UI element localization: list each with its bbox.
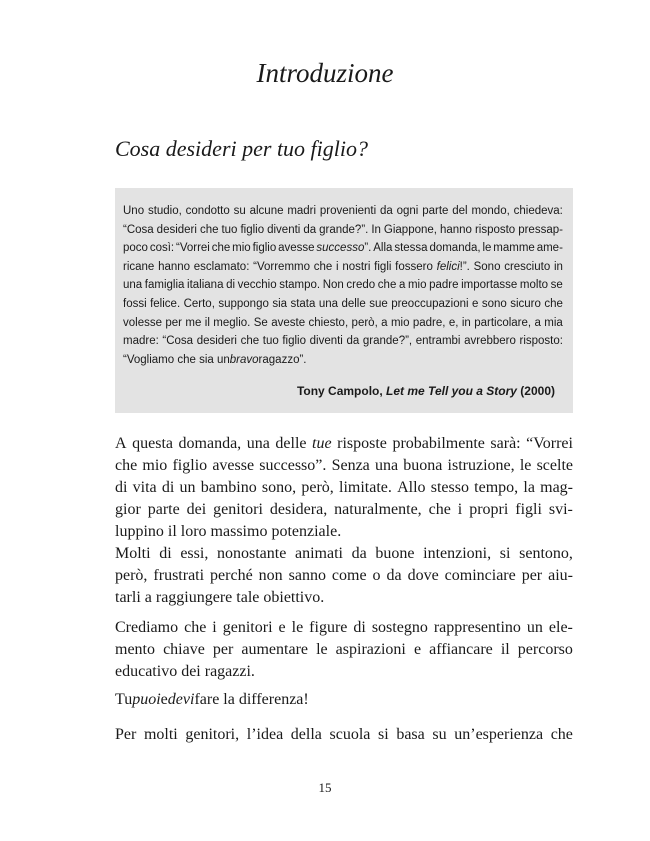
text-line: A questa domanda, una delle tue risposte probabilmente sarà: “Vorrei	[115, 435, 573, 452]
text-line: gior parte dei genitori desidera, naturalmente, che i propri figli svi-	[115, 501, 573, 518]
attribution-year: (2000)	[516, 384, 555, 398]
attribution-author: Tony Campolo,	[296, 384, 387, 398]
quote-attribution	[297, 384, 555, 398]
section-title: Cosa desideri per tuo figlio?	[115, 136, 368, 161]
text-line: fossi felice. Certo, suppongo sia stata una delle sue preoccupazioni e sono sicuro che	[123, 297, 563, 310]
text-line: Uno studio, condotto su alcune madri provenienti da ogni parte del mondo, chiedeva:	[123, 205, 563, 217]
body-paragraph-1	[115, 433, 573, 543]
attribution-title: Let me Tell you a Story	[386, 384, 517, 398]
text-line: Molti di essi, nonostante animati da buone intenzioni, si sentono,	[115, 545, 573, 562]
text-line: che mio figlio avesse successo”. Senza una buona istruzione, le scelte	[115, 457, 573, 474]
body-paragraph-5	[115, 724, 573, 746]
text-line: Tu puoi e devi fare la differenza!	[115, 691, 309, 708]
body-paragraph-4	[115, 689, 573, 711]
text-line: di vita di un bambino sono, però, limitate. Allo stesso tempo, la mag-	[115, 479, 573, 496]
page-number: 15	[318, 780, 332, 795]
text-line: volesse per me il meglio. Se aveste chiesto, però, a mio padre, e, in particolare, a mia	[123, 316, 563, 329]
text-line: però, frustrati perché non sanno come o da dove cominciare per aiu-	[115, 567, 573, 584]
chapter-title: Introduzione	[256, 58, 394, 88]
text-line: poco così: “Vorrei che mio figlio avesse successo”. Alla stessa domanda, le mamme ame-	[123, 242, 563, 255]
body-paragraph-3	[115, 617, 573, 683]
text-line: madre: “Cosa desideri che tuo figlio diventi da grande?”, entrambi avrebbero risposto:	[123, 335, 563, 348]
text-line: “Cosa desideri che tuo figlio diventi da grande?”. In Giappone, hanno risposto pressap-	[123, 223, 563, 236]
quote-text	[123, 202, 563, 369]
text-line: “Vogliamo che sia un bravo ragazzo”.	[123, 353, 307, 366]
text-line: tarli a raggiungere tale obiettivo.	[115, 589, 325, 606]
text-line: mento chiave per aumentare le aspirazioni e affiancare il percorso	[115, 641, 573, 658]
text-line: una famiglia italiana di vecchio stampo. Non credo che a mio padre importasse molto se	[123, 279, 563, 292]
body-paragraph-2	[115, 543, 573, 609]
text-line: ricane hanno esclamato: “Vorremmo che i nostri figli fossero felici!”. Sono cresciuto in	[123, 260, 563, 273]
text-line: Per molti genitori, l’idea della scuola si basa su un’esperienza che	[115, 726, 573, 743]
text-line: educativo dei ragazzi.	[115, 663, 255, 680]
text-line: Crediamo che i genitori e le figure di sostegno rappresentino un ele-	[115, 619, 573, 636]
text-line: luppino il loro massimo potenziale.	[115, 523, 342, 540]
quote-box	[115, 188, 573, 413]
